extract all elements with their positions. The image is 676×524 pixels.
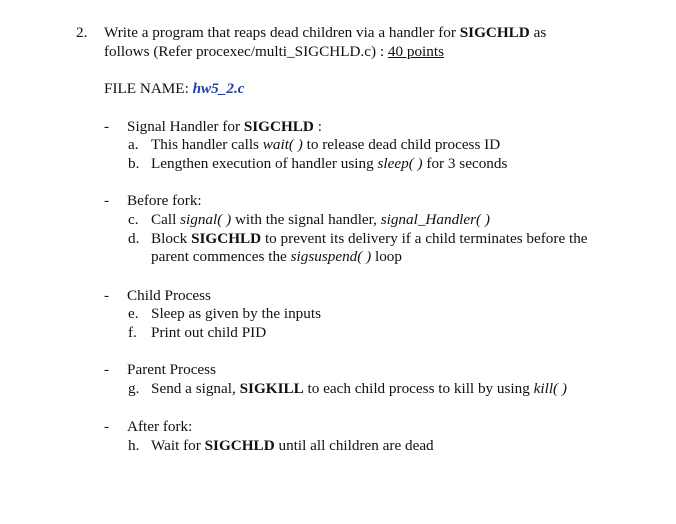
bullet-before-fork: - (104, 192, 110, 209)
title-text-tail: as (529, 24, 547, 41)
item-d-line2 (151, 248, 402, 266)
item-g (151, 380, 567, 398)
item-b-code: sleep( ) (377, 155, 423, 172)
child-heading: Child Process (127, 287, 211, 304)
item-d (151, 230, 588, 248)
item-a-post: to release dead child process ID (302, 136, 501, 153)
item-h-signal: SIGCHLD (204, 437, 275, 454)
item-d-signal: SIGCHLD (191, 230, 262, 247)
problem-title-line2 (104, 43, 444, 61)
bullet-handler: - (104, 118, 110, 135)
item-c-pre: Call (151, 211, 181, 228)
item-g-code: kill( ) (533, 380, 567, 397)
item-h-marker: h. (128, 437, 140, 454)
problem-number: 2. (76, 24, 88, 41)
item-a-code: wait( ) (262, 136, 303, 153)
item-e: Sleep as given by the inputs (151, 305, 321, 322)
item-f-marker: f. (128, 324, 137, 341)
item-h (151, 437, 434, 455)
item-d-post: to prevent its delivery if a child terminates before the (261, 230, 588, 247)
item-d-marker: d. (128, 230, 140, 247)
bullet-after-fork: - (104, 418, 110, 435)
title-line2-text: follows (Refer procexec/multi_SIGCHLD.c) : (104, 43, 388, 60)
item-b-post: for 3 seconds (422, 155, 508, 172)
title-signal: SIGCHLD (459, 24, 530, 41)
bullet-parent: - (104, 361, 110, 378)
item-g-signal: SIGKILL (239, 380, 304, 397)
item-c (151, 211, 490, 229)
handler-heading-text: Signal Handler for (127, 118, 244, 135)
parent-heading: Parent Process (127, 361, 216, 378)
item-d-pre: Block (151, 230, 192, 247)
item-c-mid: with the signal handler, (231, 211, 381, 228)
handler-heading-signal: SIGCHLD (243, 118, 314, 135)
handler-heading (127, 118, 322, 136)
before-fork-heading: Before fork: (127, 192, 202, 209)
item-h-pre: Wait for (151, 437, 205, 454)
points-label: 40 points (387, 43, 444, 60)
after-fork-heading: After fork: (127, 418, 193, 435)
bullet-child: - (104, 287, 110, 304)
item-g-marker: g. (128, 380, 140, 397)
item-a (151, 136, 500, 154)
file-name-label: FILE NAME: (104, 80, 193, 97)
item-b-marker: b. (128, 155, 140, 172)
item-f: Print out child PID (151, 324, 267, 341)
item-d-line2-post: loop (371, 248, 402, 265)
title-text: Write a program that reaps dead children via a handler for (104, 24, 460, 41)
item-c-marker: c. (128, 211, 139, 228)
file-name-value: hw5_2.c (192, 80, 245, 97)
item-h-post: until all children are dead (274, 437, 434, 454)
problem-title-line1 (104, 24, 546, 42)
item-g-pre: Send a signal, (151, 380, 240, 397)
item-a-marker: a. (128, 136, 139, 153)
file-name-row (104, 80, 245, 98)
item-g-mid: to each child process to kill by using (303, 380, 534, 397)
item-c-code2: signal_Handler( ) (380, 211, 490, 228)
item-d-line2-code: sigsuspend( ) (290, 248, 372, 265)
item-c-code: signal( ) (180, 211, 232, 228)
item-b-pre: Lengthen execution of handler using (151, 155, 378, 172)
item-b (151, 155, 507, 173)
item-a-pre: This handler calls (151, 136, 263, 153)
item-d-line2-pre: parent commences the (151, 248, 291, 265)
item-e-marker: e. (128, 305, 139, 322)
handler-heading-tail: : (313, 118, 322, 135)
